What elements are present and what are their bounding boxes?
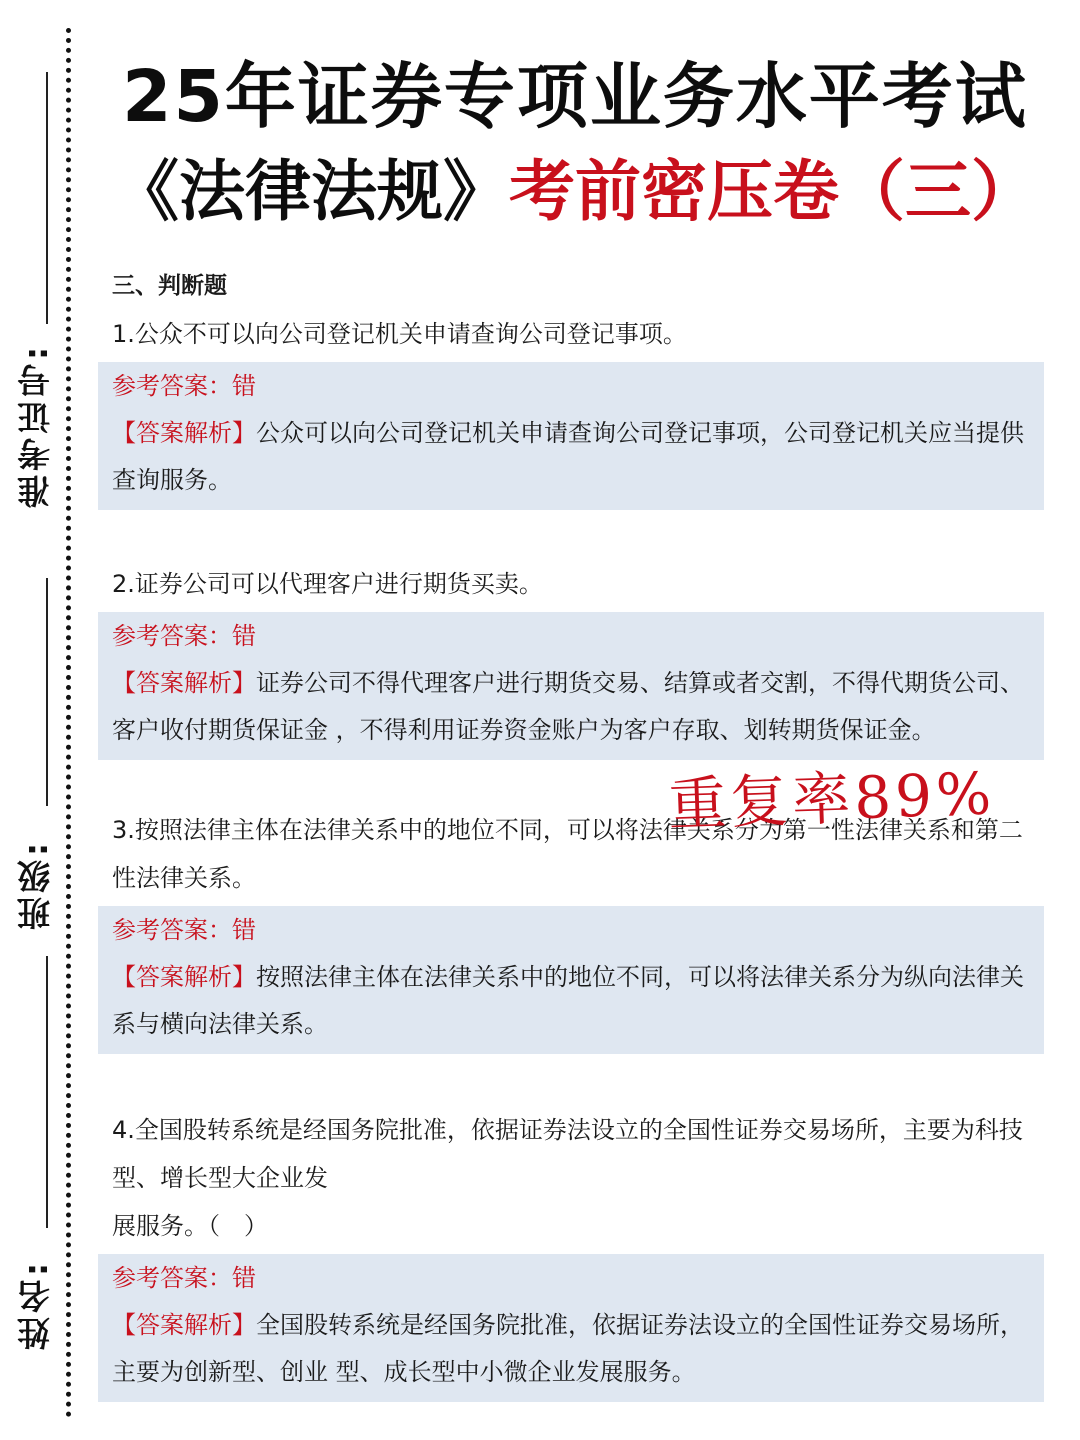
subtitle-book: 《法律法规》 <box>113 153 509 230</box>
answer-box-3 <box>98 906 1044 1054</box>
question-2: 2.证券公司可以代理客户进行期货买卖。 <box>112 570 543 598</box>
analysis-text: 全国股转系统是经国务院批准，依据证券法设立的全国性证券交易场所，主要为创新型、创业 型、成长型中小微企业发展服务。 <box>112 1311 1024 1386</box>
analysis-text: 按照法律主体在法律关系中的地位不同，可以将法律关系分为纵向法律关系与横向法律关系。 <box>112 963 1024 1038</box>
reference-answer: 参考答案：错 <box>112 622 256 650</box>
question-4-line2: 展服务。（ ） <box>112 1212 268 1240</box>
question-4-line1: 4.全国股转系统是经国务院批准，依据证券法设立的全国性证券交易场所，主要为科技型、增长型大企业发 <box>112 1116 1023 1192</box>
analysis-tag: 【答案解析】 <box>112 963 256 991</box>
repeat-rate-annotation: 重复率89% <box>667 759 997 839</box>
page-subtitle <box>110 146 1040 238</box>
question-3: 3.按照法律主体在法律关系中的地位不同，可以将法律关系分为第一性法律关系和第二性法律关系。 <box>112 816 1023 892</box>
analysis-tag: 【答案解析】 <box>112 669 256 697</box>
page-title: 25年证券专项业务水平考试 <box>122 55 1028 138</box>
analysis-text: 公众可以向公司登记机关申请查询公司登记事项，公司登记机关应当提供查询服务。 <box>112 419 1024 494</box>
subtitle-paper: 考前密压卷（三） <box>509 153 1037 230</box>
name-label: 姓名: <box>16 1258 55 1350</box>
class-label: 班级: <box>16 838 55 930</box>
answer-analysis <box>112 954 1032 1048</box>
question-4 <box>98 1106 1044 1250</box>
name-line <box>46 956 48 1228</box>
exam-id-label: 准考证号: <box>16 342 55 508</box>
analysis-tag: 【答案解析】 <box>112 1311 256 1339</box>
reference-answer: 参考答案：错 <box>112 372 256 400</box>
question-1: 1.公众不可以向公司登记机关申请查询公司登记事项。 <box>112 320 687 348</box>
exam-id-line <box>46 72 48 324</box>
perforation-line <box>66 28 71 1418</box>
analysis-tag: 【答案解析】 <box>112 419 256 447</box>
answer-box-4 <box>98 1254 1044 1402</box>
reference-answer: 参考答案：错 <box>112 916 256 944</box>
answer-analysis <box>112 1302 1032 1396</box>
class-line <box>46 578 48 806</box>
answer-analysis <box>112 410 1032 504</box>
section-heading: 三、判断题 <box>112 273 227 299</box>
answer-box-1 <box>98 362 1044 510</box>
binding-strip <box>0 0 80 1440</box>
answer-analysis <box>112 660 1032 754</box>
answer-box-2 <box>98 612 1044 760</box>
reference-answer: 参考答案：错 <box>112 1264 256 1292</box>
analysis-text: 证券公司不得代理客户进行期货交易、结算或者交割，不得代期货公司、客户收付期货保证金 ，不得利用证券资金账户为客户存取、划转期货保证金。 <box>112 669 1024 744</box>
